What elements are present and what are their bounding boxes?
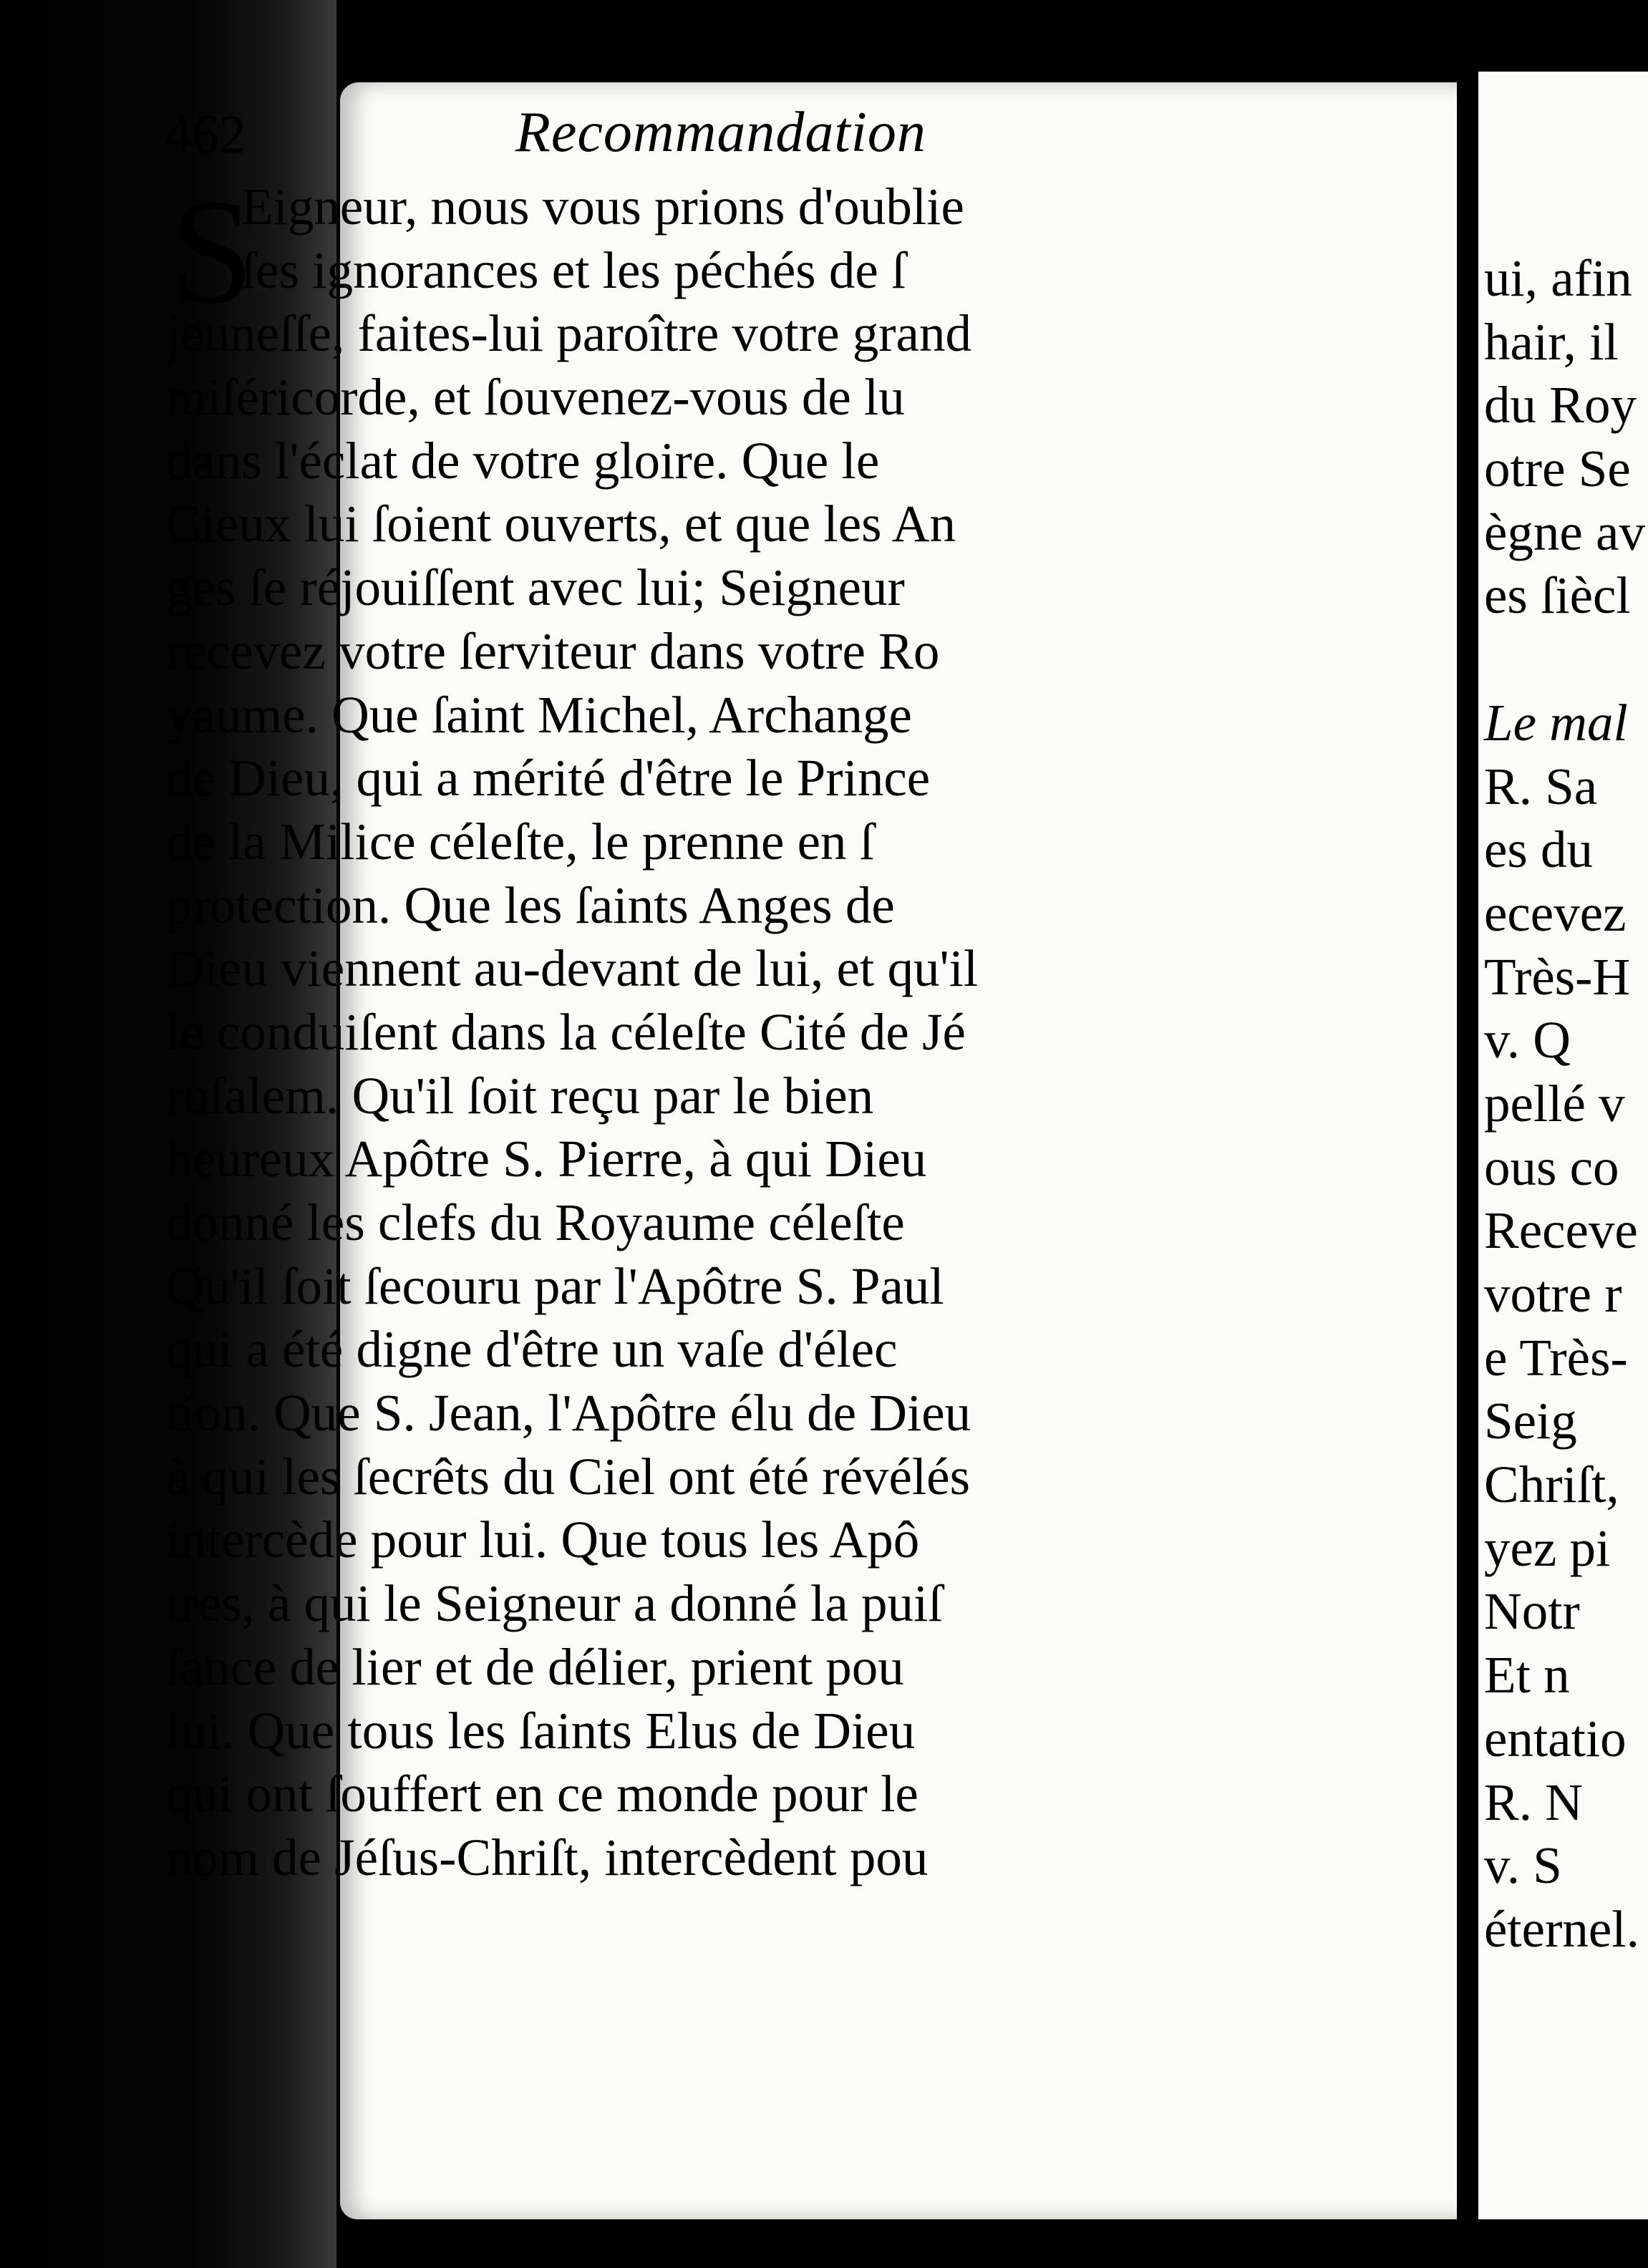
text-line: tres, à qui le Seigneur a donné la puiſ bbox=[166, 1574, 943, 1633]
text-line: de Dieu, qui a mérité d'être le Prince bbox=[166, 749, 931, 808]
text-line: Qu'il ſoit ſecouru par l'Apôtre S. Paul bbox=[166, 1256, 944, 1315]
text-line: recevez votre ſerviteur dans votre Ro bbox=[166, 621, 940, 680]
right-line: Et n bbox=[1484, 1646, 1570, 1705]
right-line: ecevez bbox=[1484, 883, 1627, 942]
right-line: Le mal bbox=[1484, 693, 1628, 752]
text-line: intercède pour lui. Que tous les Apô bbox=[166, 1511, 920, 1569]
text-line: tion. Que S. Jean, l'Apôtre élu de Dieu bbox=[166, 1384, 971, 1443]
right-line: ègne av bbox=[1484, 503, 1645, 561]
text-line: qui a été digne d'être un vaſe d'élec bbox=[166, 1320, 898, 1379]
text-line: Eigneur, nous vous prions d'oublie bbox=[241, 178, 964, 236]
running-title: Recommandation bbox=[515, 101, 926, 164]
text-line: miſéricorde, et ſouvenez-vous de lu bbox=[166, 368, 905, 427]
right-line: éternel. bbox=[1484, 1899, 1639, 1958]
drop-cap: S bbox=[170, 169, 254, 335]
text-line: protection. Que les ſaints Anges de bbox=[166, 876, 895, 934]
text-line: Cieux lui ſoient ouverts, et que les An bbox=[166, 495, 956, 553]
right-line: e Très- bbox=[1484, 1328, 1628, 1387]
text-line: à qui les ſecrêts du Ciel ont été révélés bbox=[166, 1447, 970, 1506]
text-line: ruſalem. Qu'il ſoit reçu par le bien bbox=[166, 1066, 874, 1125]
text-line: donné les clefs du Royaume céleſte bbox=[166, 1193, 905, 1251]
text-line: ges ſe réjouiſſent avec lui; Seigneur bbox=[166, 558, 905, 617]
text-line: qui ont ſouffert en ce monde pour le bbox=[166, 1765, 918, 1823]
right-line: yez pi bbox=[1484, 1518, 1611, 1577]
right-line: pellé v bbox=[1484, 1074, 1625, 1133]
text-line: ſance de lier et de délier, prient pou bbox=[166, 1637, 904, 1696]
right-line: otre Se bbox=[1484, 440, 1631, 498]
right-line: Notr bbox=[1484, 1582, 1580, 1641]
right-line: es du bbox=[1484, 820, 1594, 879]
text-line: lui. Que tous les ſaints Elus de Dieu bbox=[166, 1701, 916, 1760]
page-gutter bbox=[1457, 68, 1478, 2237]
text-line: heureux Apôtre S. Pierre, à qui Dieu bbox=[166, 1130, 927, 1188]
right-line: R. N bbox=[1484, 1773, 1583, 1831]
text-line: yaume. Que ſaint Michel, Archange bbox=[166, 685, 912, 744]
text-line: le conduiſent dans la céleſte Cité de Jé bbox=[166, 1002, 966, 1061]
text-line: nom de Jéſus-Chriſt, intercèdent pou bbox=[166, 1828, 929, 1886]
right-line: ui, afin bbox=[1484, 249, 1632, 307]
right-line: Seig bbox=[1484, 1392, 1577, 1450]
body-text bbox=[166, 169, 1168, 1890]
right-page bbox=[1478, 72, 1648, 2219]
text-line: jeuneſſe, faites-lui paroître votre grand bbox=[166, 304, 971, 363]
right-line: entatio bbox=[1484, 1709, 1627, 1768]
text-line: de la Milice céleſte, le prenne en ſ bbox=[166, 812, 875, 871]
text-line: ſes ignorances et les péchés de ſ bbox=[241, 241, 906, 299]
right-line: Très-H bbox=[1484, 947, 1631, 1006]
page-number: 462 bbox=[165, 105, 246, 165]
right-line: hair, il bbox=[1484, 312, 1619, 371]
right-line: ous co bbox=[1484, 1138, 1619, 1196]
right-line: du Roy bbox=[1484, 376, 1637, 435]
right-line bbox=[1484, 628, 1648, 692]
right-line: Chriſt, bbox=[1484, 1455, 1619, 1514]
right-page-text bbox=[1484, 247, 1648, 1962]
right-line: votre r bbox=[1484, 1265, 1622, 1323]
right-line: v. Q bbox=[1484, 1011, 1571, 1070]
text-line: Dieu viennent au-devant de lui, et qu'il bbox=[166, 939, 979, 998]
text-line: dans l'éclat de votre gloire. Que le bbox=[166, 431, 880, 490]
right-line: R. Sa bbox=[1484, 757, 1598, 815]
right-line: es ſiècl bbox=[1484, 566, 1631, 625]
right-line: Receve bbox=[1484, 1201, 1638, 1260]
right-line: v. S bbox=[1484, 1836, 1562, 1895]
